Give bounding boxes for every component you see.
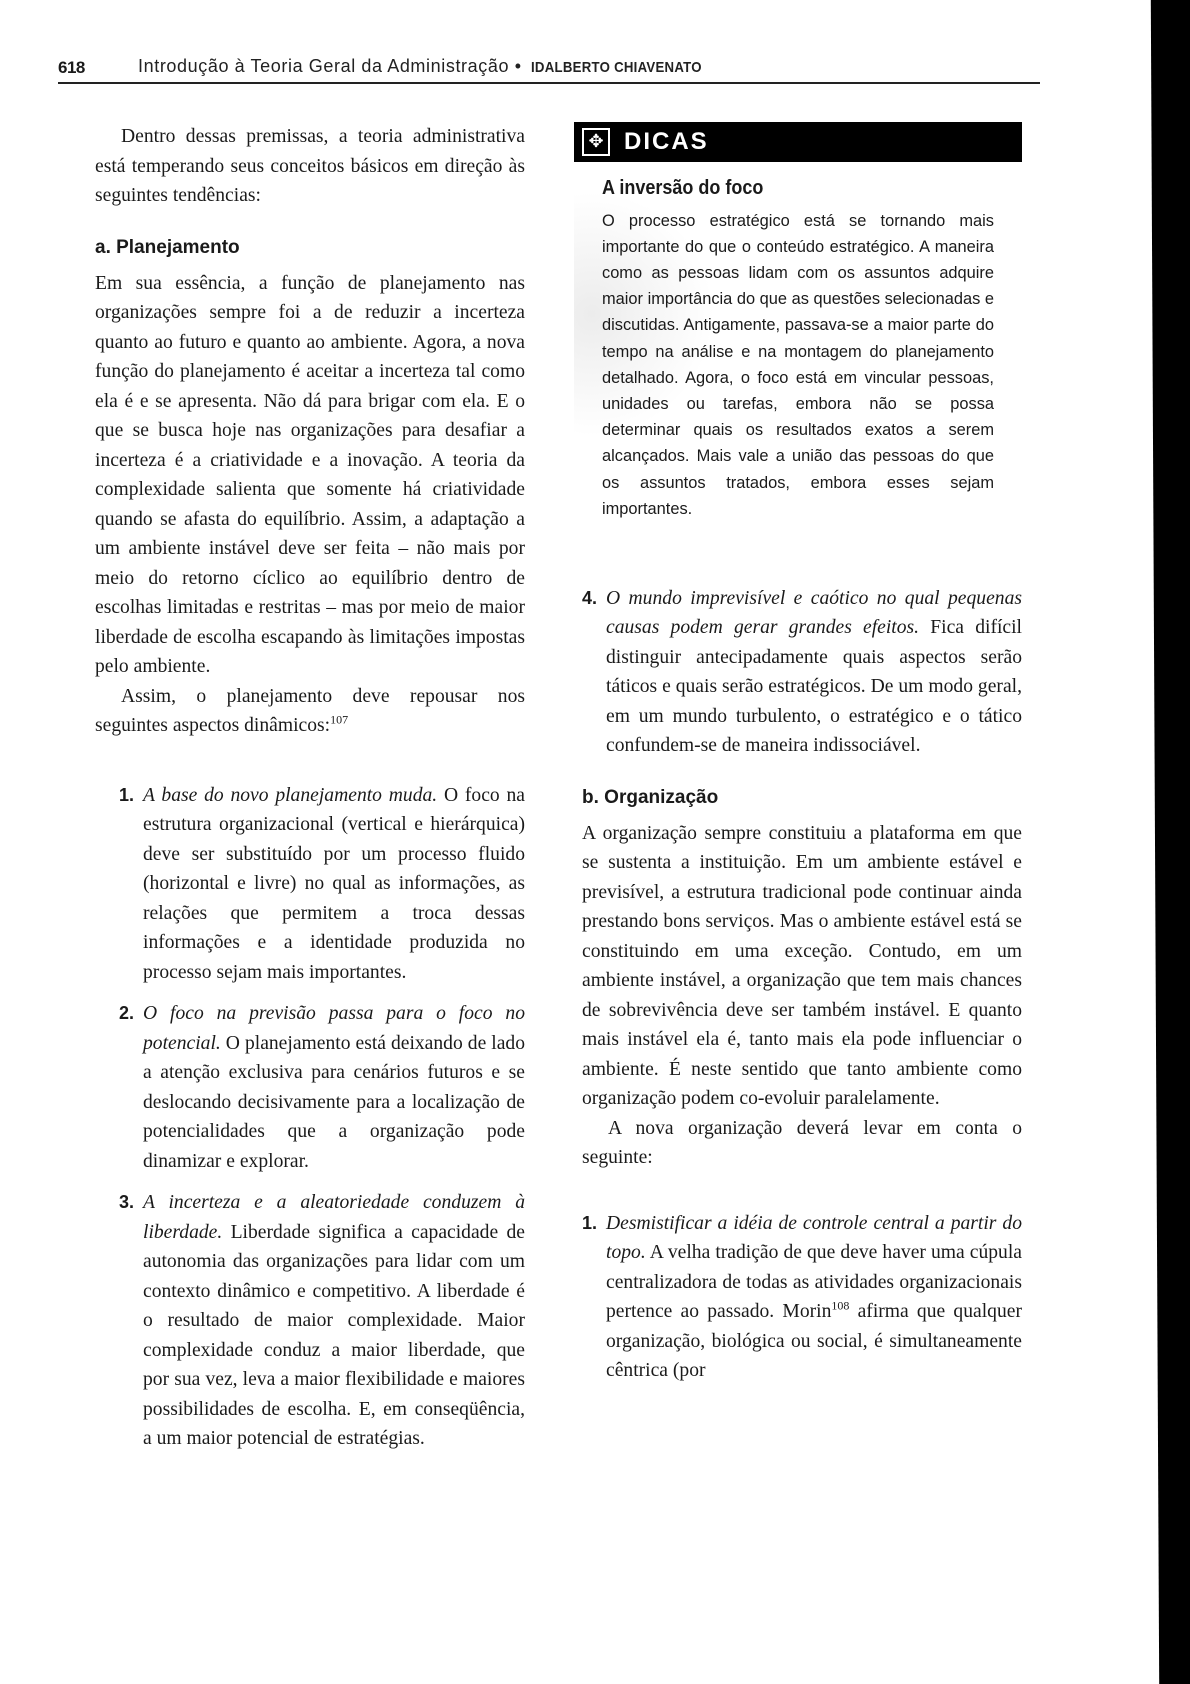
list-item-text: Fica difícil distinguir antecipadamente quais aspectos serão táticos e quais serão estratégicos. De um modo geral, em um mundo turbulento, o estratégico e o tático confundem-se de maneira indissociável. — [606, 617, 1022, 757]
list-item-text: O planejamento está deixando de lado a atenção exclusiva para cenários futuros e se deslocando decisivamente para a localização de potencialidades que a organização pode dinamizar e explorar. — [143, 1032, 525, 1172]
paragraph-text: Assim, o planejamento deve repousar nos seguintes aspectos dinâmicos: — [95, 685, 525, 736]
organizacao-paragraph-2: A nova organização deverá levar em conta o seguinte: — [582, 1117, 1022, 1169]
running-title — [138, 56, 725, 77]
section-heading-organizacao: b. Organização — [582, 786, 719, 808]
list-number: 3. — [119, 1192, 135, 1212]
tips-box — [574, 122, 1022, 542]
tips-text: O processo estratégico está se tornando mais importante do que o conteúdo estratégico. A maneira como as pessoas lidam com os assuntos adquire maior importância do que as questões selecionadas e discutidas. Antigamente, passava-se a maior parte do tempo na análise e na montagem do planejamento detalhado. Agora, o foco está em vincular pessoas, unidades ou tarefas, embora não se possa determinar quais os resultados exatos a serem alcançados. Mais vale a união das pessoas do que os assuntos tratados, embora esses sejam importantes. — [602, 211, 994, 518]
page-number: 618 — [58, 58, 85, 77]
right-column — [582, 122, 1022, 1398]
tips-header — [574, 122, 1022, 162]
list-item — [95, 1188, 525, 1454]
page-header — [58, 56, 1040, 84]
book-title: Introdução à Teoria Geral da Administração — [138, 56, 510, 76]
left-column — [95, 122, 525, 1466]
footnote-ref: 107 — [330, 712, 349, 727]
list-item-text-continued: afirma que qualquer organização, biológica ou social, é simultaneamente cêntrica (por — [606, 1301, 1022, 1382]
list-item-text: Liberdade significa a capacidade de autonomia das organizações para lidar com um contexto dinâmico e competitivo. A liberdade é o resultado de maior complexidade. Maior complexidade conduz a maior liberdade, que por sua vez, leva a maior flexibilidade e maiores possibilidades de escolha. E, em conseqüência, a um maior potencial de estratégias. — [143, 1221, 525, 1449]
list-number: 4. — [582, 587, 598, 608]
list-item-title: A base do novo planejamento muda. — [143, 784, 438, 806]
scan-edge-shadow — [1134, 0, 1190, 1684]
organizacao-paragraph: A organização sempre constituiu a plataforma em que se sustenta a instituição. Em um ambiente estável e previsível, a estrutura tradicional pode continuar ainda prestando bons serviços. Mas o ambiente estável está se constituindo em uma exceção. Contudo, em um ambiente instável, a organização que tem mais chances de sobrevivência deve ser também instável. E quanto mais instável ela é, tanto mais ela pode influenciar o ambiente. É neste sentido que tanto ambiente como organização podem co-evoluir paralelamente. — [582, 822, 1022, 1110]
list-item-title: O foco na previsão passa para o foco no potencial. — [143, 1003, 525, 1054]
list-item — [582, 1209, 1022, 1386]
list-item — [95, 781, 525, 988]
planejamento-paragraph: Em sua essência, a função de planejamento nas organizações sempre foi a de reduzir a incerteza quanto ao futuro e quanto ao ambiente. Agora, a nova função do planejamento é aceitar a incerteza tal como ela é e se apresenta. Não dá para brigar com ela. E o que se busca hoje nas organizações para desafiar a incerteza é a criatividade e a inovação. A teoria da complexidade salienta que somente há criatividade quando se afasta do equilíbrio. Assim, a adaptação a um ambiente instável deve ser feita – não mais por meio do retorno cíclico ao equilíbrio dentro de escolhas limitadas e restritas – mas por meio de maior liberdade de escolha escapando às limitações impostas pelo ambiente. — [95, 272, 525, 677]
list-item — [582, 584, 1022, 761]
list-item-text: O foco na estrutura organizacional (vertical e hierárquica) deve ser substituído por um processo fluido (horizontal e livre) no qual as informações, as relações que permitem a troca dessas informações e a identidade produzida no processo sejam mais importantes. — [143, 784, 525, 983]
section-heading-planejamento: a. Planejamento — [95, 236, 240, 258]
list-item — [95, 999, 525, 1176]
tips-title: A inversão do foco — [602, 177, 764, 199]
list-item-title: Desmistificar a idéia de controle central a partir do topo. — [606, 1212, 1022, 1264]
footnote-ref: 108 — [831, 1298, 850, 1313]
planejamento-paragraph-2 — [95, 682, 525, 741]
list-item-title: A incerteza e a aleatoriedade conduzem à liberdade. — [143, 1192, 525, 1243]
tips-label: DICAS — [624, 128, 709, 156]
title-separator: • — [514, 56, 522, 76]
organizacao-list — [582, 1209, 1022, 1386]
list-item-text: A velha tradição de que deve haver uma cúpula centralizadora de todas as atividades organizacionais pertence ao passado. Morin — [606, 1242, 1022, 1323]
list-number: 1. — [119, 784, 135, 805]
planejamento-aspects-list — [95, 781, 525, 1454]
book-author: IDALBERTO CHIAVENATO — [531, 59, 702, 76]
list-number: 2. — [119, 1003, 135, 1023]
ornament-icon: ✥ — [582, 128, 610, 156]
list-item-title: O mundo imprevisível e caótico no qual pequenas causas podem gerar grandes efeitos. — [606, 587, 1022, 639]
list-number: 1. — [582, 1212, 598, 1233]
tips-body — [574, 162, 1022, 542]
planejamento-aspects-list-continued — [582, 584, 1022, 761]
intro-paragraph: Dentro dessas premissas, a teoria administrativa está temperando seus conceitos básicos em direção às seguintes tendências: — [95, 126, 525, 206]
